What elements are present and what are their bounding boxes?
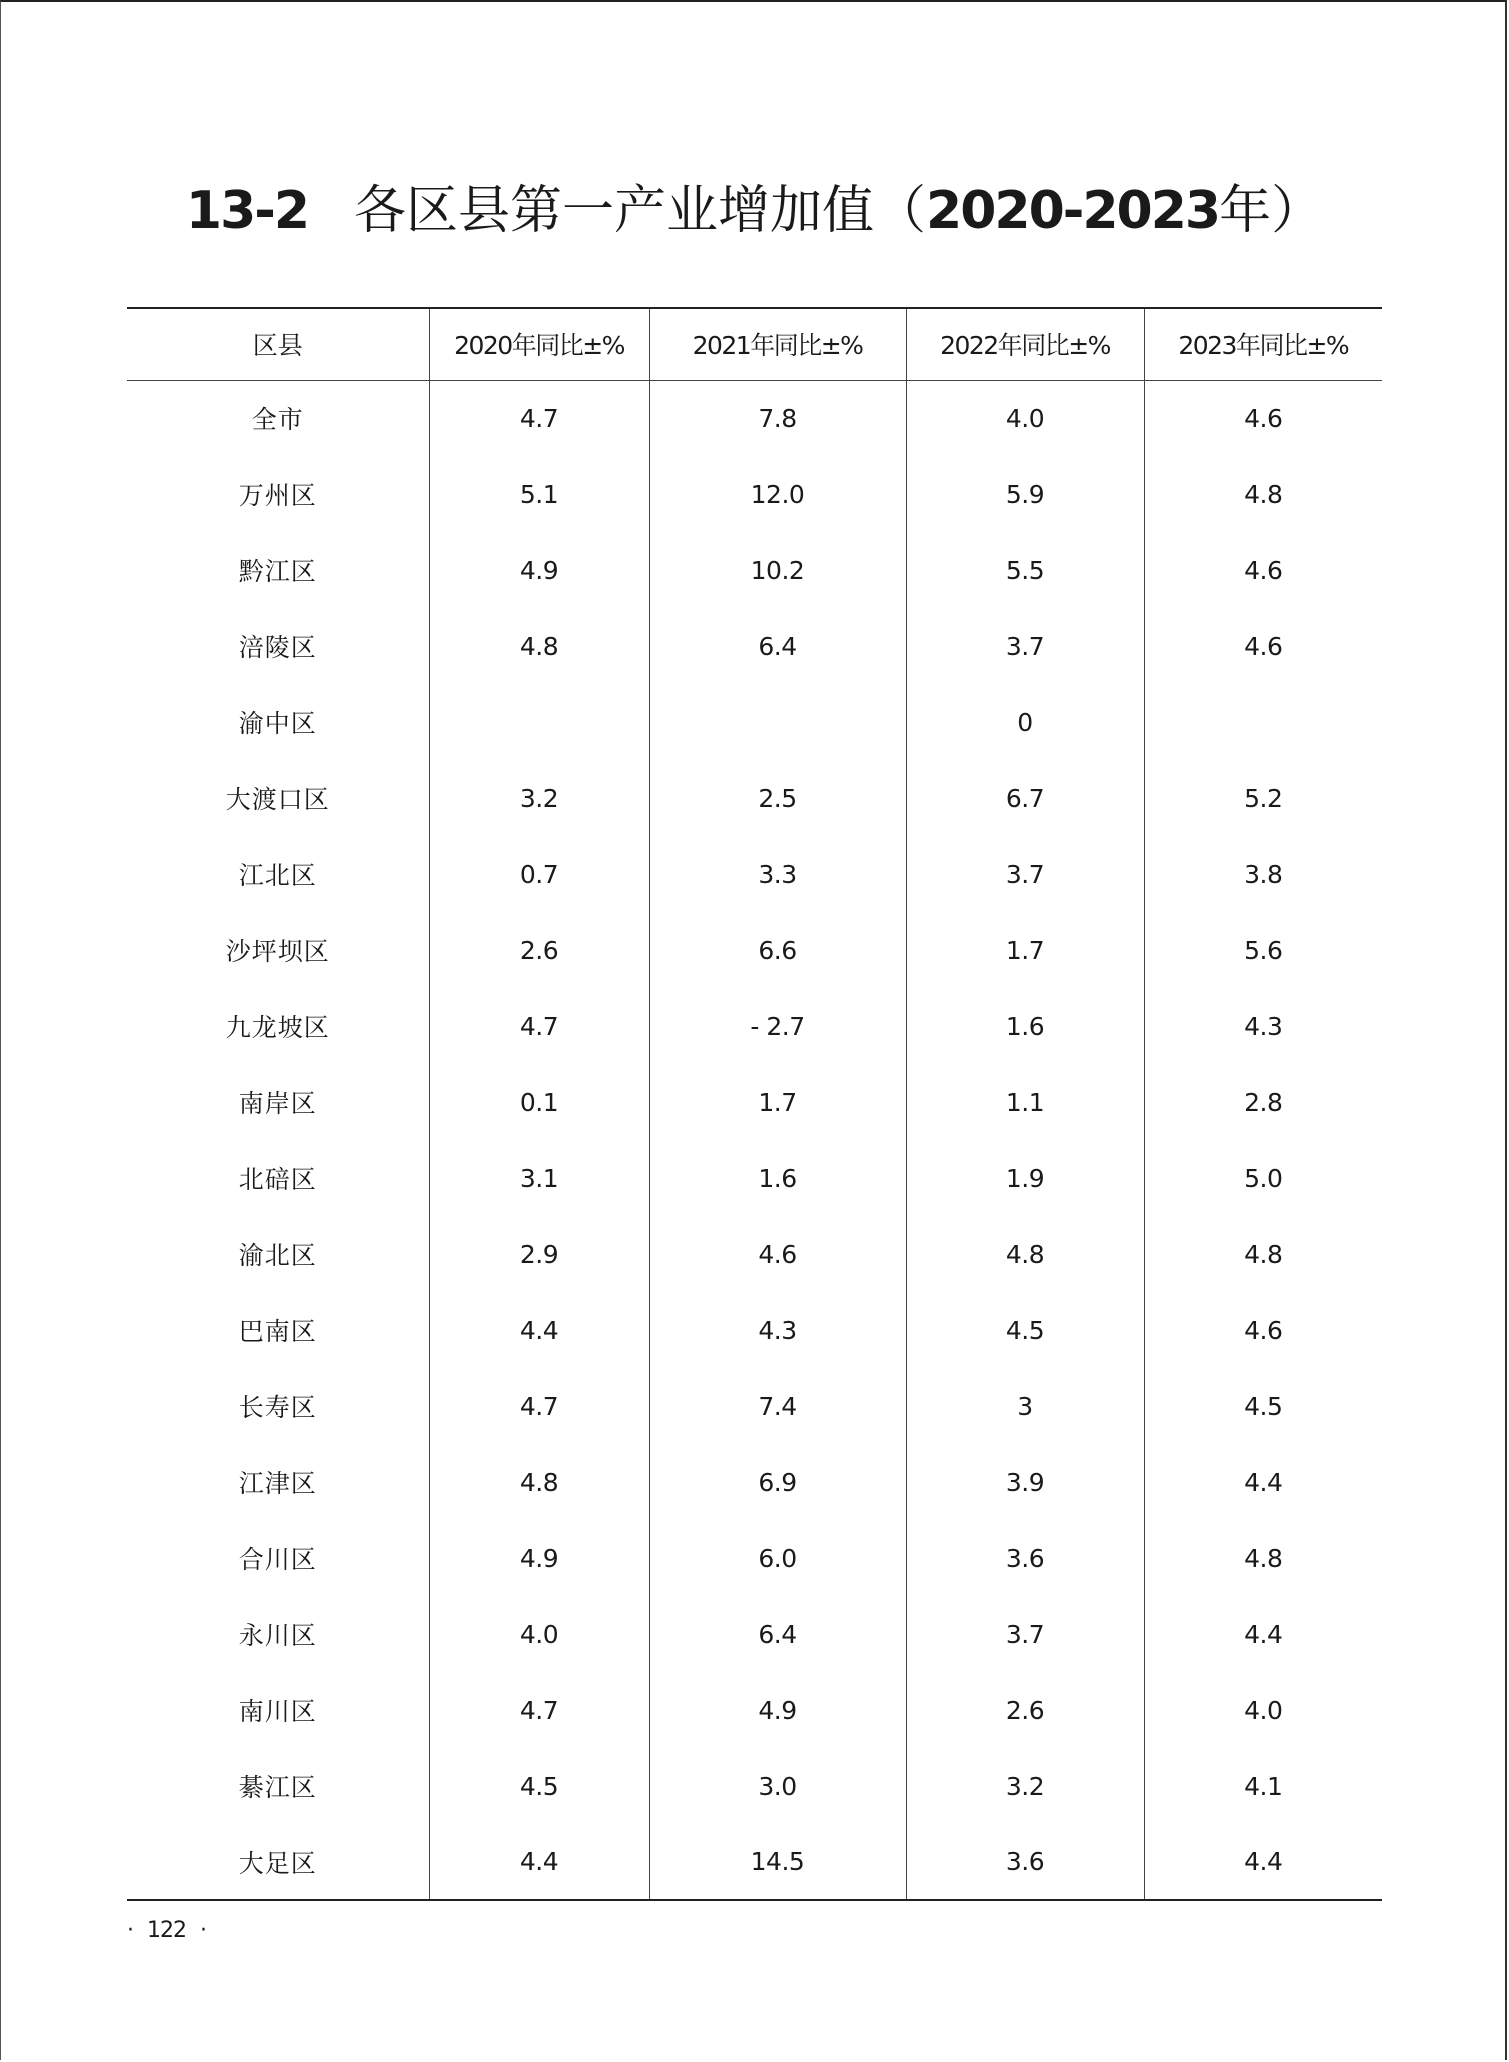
- district-cell: 长寿区: [238, 1393, 317, 1422]
- table-row: [127, 912, 1382, 988]
- value-2021-cell: 6.4: [649, 608, 906, 684]
- value-2022-cell: 3.9: [906, 1444, 1144, 1520]
- table-row: [127, 1444, 1382, 1520]
- value-2023-cell: 4.6: [1144, 1292, 1382, 1368]
- value-2021-cell: 4.6: [649, 1216, 906, 1292]
- table-row: [127, 1368, 1382, 1444]
- value-2020-cell: 4.4: [429, 1292, 649, 1368]
- value-2023-cell: 4.6: [1144, 608, 1382, 684]
- table-row: [127, 532, 1382, 608]
- table-body: [127, 380, 1382, 1900]
- district-cell: 黔江区: [238, 557, 317, 586]
- value-2022-cell: 5.9: [906, 456, 1144, 532]
- value-2020-cell: 4.9: [429, 532, 649, 608]
- value-2023-cell: 2.8: [1144, 1064, 1382, 1140]
- table-row: [127, 760, 1382, 836]
- value-2023-cell: 4.0: [1144, 1672, 1382, 1748]
- column-header-2020: 2020年同比±%: [429, 308, 649, 380]
- value-2020-cell: 4.7: [429, 1672, 649, 1748]
- value-2023-cell: 5.6: [1144, 912, 1382, 988]
- value-2022-cell: 1.9: [906, 1140, 1144, 1216]
- title-suffix: 年）: [1219, 181, 1324, 241]
- value-2020-cell: 0.1: [429, 1064, 649, 1140]
- column-header-2023: 2023年同比±%: [1144, 308, 1382, 380]
- value-2021-cell: 7.8: [649, 380, 906, 456]
- value-2020-cell: 4.0: [429, 1596, 649, 1672]
- value-2020-cell: 2.9: [429, 1216, 649, 1292]
- value-2021-cell: 6.9: [649, 1444, 906, 1520]
- column-header-district: 区县: [252, 331, 303, 361]
- footer-dot-left: ·: [127, 1918, 133, 1943]
- table-row: [127, 684, 1382, 760]
- value-2020-cell: 2.6: [429, 912, 649, 988]
- value-2023-cell: 4.8: [1144, 1520, 1382, 1596]
- district-cell: 沙坪坝区: [225, 937, 330, 966]
- value-2020-cell: 5.1: [429, 456, 649, 532]
- value-2023-cell: 4.6: [1144, 532, 1382, 608]
- table-row: [127, 1064, 1382, 1140]
- district-cell: 万州区: [238, 481, 317, 510]
- value-2023-cell: 4.1: [1144, 1748, 1382, 1824]
- district-cell: 涪陵区: [238, 633, 317, 662]
- table-row: [127, 608, 1382, 684]
- value-2023-cell: 5.0: [1144, 1140, 1382, 1216]
- value-2020-cell: 4.8: [429, 608, 649, 684]
- value-2020-cell: 0.7: [429, 836, 649, 912]
- title-number: 13-2: [185, 181, 309, 241]
- value-2021-cell: 1.7: [649, 1064, 906, 1140]
- value-2022-cell: 3.6: [906, 1520, 1144, 1596]
- value-2021-cell: 3.0: [649, 1748, 906, 1824]
- district-cell: 渝中区: [238, 709, 317, 738]
- value-2021-cell: 2.5: [649, 760, 906, 836]
- value-2020-cell: 4.7: [429, 380, 649, 456]
- value-2020-cell: 4.8: [429, 1444, 649, 1520]
- value-2021-cell: 4.9: [649, 1672, 906, 1748]
- value-2020-cell: 4.4: [429, 1824, 649, 1900]
- value-2021-cell: 10.2: [649, 532, 906, 608]
- value-2022-cell: 3.7: [906, 1596, 1144, 1672]
- table-row: [127, 1824, 1382, 1900]
- value-2021-cell: 6.6: [649, 912, 906, 988]
- table-row: [127, 1596, 1382, 1672]
- value-2023-cell: 4.4: [1144, 1444, 1382, 1520]
- district-cell: 永川区: [238, 1621, 317, 1650]
- value-2022-cell: 1.7: [906, 912, 1144, 988]
- table-row: [127, 988, 1382, 1064]
- table-row: [127, 1292, 1382, 1368]
- value-2020-cell: 4.5: [429, 1748, 649, 1824]
- value-2021-cell: 14.5: [649, 1824, 906, 1900]
- value-2022-cell: 1.1: [906, 1064, 1144, 1140]
- page-title: [0, 176, 1509, 246]
- district-cell: 全市: [251, 405, 304, 435]
- value-2022-cell: 4.0: [906, 380, 1144, 456]
- table-row: [127, 1140, 1382, 1216]
- table-row: [127, 1672, 1382, 1748]
- value-2023-cell: 3.8: [1144, 836, 1382, 912]
- district-cell: 九龙坡区: [225, 1013, 330, 1042]
- table-row: [127, 1216, 1382, 1292]
- value-2022-cell: 4.5: [906, 1292, 1144, 1368]
- value-2023-cell: 4.3: [1144, 988, 1382, 1064]
- value-2021-cell: 6.4: [649, 1596, 906, 1672]
- value-2022-cell: 2.6: [906, 1672, 1144, 1748]
- value-2023-cell: 4.4: [1144, 1596, 1382, 1672]
- district-cell: 江北区: [238, 861, 317, 890]
- table-row: [127, 456, 1382, 532]
- footer-dot-right: ·: [200, 1918, 206, 1943]
- district-cell: 巴南区: [238, 1317, 317, 1346]
- title-years: 2020-2023: [926, 181, 1220, 241]
- value-2022-cell: 0: [906, 684, 1144, 760]
- table-header-row: [127, 308, 1382, 380]
- district-cell: 合川区: [238, 1545, 317, 1574]
- value-2021-cell: [649, 684, 906, 760]
- column-header-2021: 2021年同比±%: [649, 308, 906, 380]
- value-2023-cell: [1144, 684, 1382, 760]
- value-2022-cell: 3.6: [906, 1824, 1144, 1900]
- table-row: [127, 380, 1382, 456]
- value-2020-cell: 4.9: [429, 1520, 649, 1596]
- district-cell: 大足区: [238, 1848, 317, 1878]
- value-2021-cell: 7.4: [649, 1368, 906, 1444]
- value-2021-cell: 1.6: [649, 1140, 906, 1216]
- value-2022-cell: 4.8: [906, 1216, 1144, 1292]
- value-2023-cell: 4.4: [1144, 1824, 1382, 1900]
- value-2022-cell: 1.6: [906, 988, 1144, 1064]
- value-2023-cell: 4.6: [1144, 380, 1382, 456]
- value-2022-cell: 3: [906, 1368, 1144, 1444]
- district-cell: 南川区: [238, 1697, 317, 1726]
- value-2022-cell: 3.2: [906, 1748, 1144, 1824]
- value-2020-cell: 4.7: [429, 988, 649, 1064]
- district-cell: 江津区: [238, 1469, 317, 1498]
- table-row: [127, 1520, 1382, 1596]
- value-2023-cell: 4.8: [1144, 1216, 1382, 1292]
- title-text: 各区县第一产业增加值（: [354, 181, 927, 241]
- value-2022-cell: 3.7: [906, 836, 1144, 912]
- column-header-2022: 2022年同比±%: [906, 308, 1144, 380]
- district-cell: 綦江区: [238, 1773, 317, 1802]
- table-row: [127, 836, 1382, 912]
- value-2021-cell: 6.0: [649, 1520, 906, 1596]
- value-2022-cell: 5.5: [906, 532, 1144, 608]
- data-table: [127, 307, 1382, 1901]
- district-cell: 北碚区: [238, 1165, 317, 1194]
- value-2020-cell: 3.2: [429, 760, 649, 836]
- value-2021-cell: 3.3: [649, 836, 906, 912]
- value-2023-cell: 4.8: [1144, 456, 1382, 532]
- value-2021-cell: 4.3: [649, 1292, 906, 1368]
- page-number: 122: [147, 1918, 186, 1943]
- page-footer: [127, 1916, 220, 1946]
- value-2020-cell: [429, 684, 649, 760]
- district-cell: 南岸区: [238, 1089, 317, 1118]
- district-cell: 大渡口区: [225, 785, 330, 814]
- value-2022-cell: 6.7: [906, 760, 1144, 836]
- table-row: [127, 1748, 1382, 1824]
- district-cell: 渝北区: [238, 1241, 317, 1270]
- value-2021-cell: - 2.7: [649, 988, 906, 1064]
- value-2020-cell: 3.1: [429, 1140, 649, 1216]
- value-2022-cell: 3.7: [906, 608, 1144, 684]
- value-2023-cell: 5.2: [1144, 760, 1382, 836]
- value-2021-cell: 12.0: [649, 456, 906, 532]
- value-2023-cell: 4.5: [1144, 1368, 1382, 1444]
- value-2020-cell: 4.7: [429, 1368, 649, 1444]
